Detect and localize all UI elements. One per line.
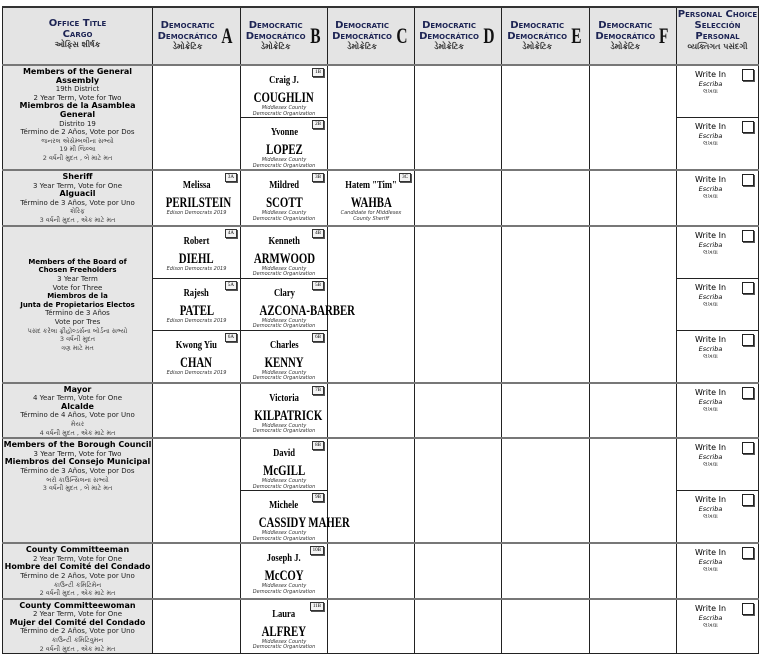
race-row-borough-council <box>3 438 759 491</box>
party-name-es: Democrático <box>157 31 218 42</box>
write-in-checkbox[interactable] <box>742 282 754 294</box>
party-name-gu: ડેમોક્રેટિક <box>522 42 553 51</box>
candidate-organization: Candidate for Middlesex County Sheriff <box>340 210 402 222</box>
office-line: 19th District <box>55 85 100 94</box>
write-in-cell[interactable] <box>677 226 759 279</box>
header-office-line: ઓફિસ શીર્ષક <box>54 40 101 49</box>
office-title-general-assembly <box>3 65 153 170</box>
write-in-label-gu: લખવા <box>703 513 718 521</box>
empty-cell <box>590 65 677 170</box>
candidate-last-name: DIEHL <box>179 250 214 267</box>
write-in-checkbox[interactable] <box>742 494 754 506</box>
candidate-first-name: Michele <box>269 499 299 512</box>
party-name-es: Democrático <box>595 31 656 42</box>
column-letter: C <box>396 23 408 48</box>
candidate-organization: Middlesex County Democratic Organization <box>252 638 316 651</box>
empty-cell <box>328 543 415 599</box>
candidate-cell[interactable] <box>241 383 328 439</box>
write-in-label-gu: લખવા <box>703 248 718 256</box>
office-line: Miembros de la Asamblea General <box>19 101 136 119</box>
candidate-last-name: LOPEZ <box>265 142 303 158</box>
candidate-organization: Middlesex County Democratic Organization <box>252 105 316 117</box>
write-in-label-es: Escriba <box>698 185 723 193</box>
candidate-cell[interactable] <box>241 118 328 171</box>
empty-cell <box>502 383 590 439</box>
party-name-gu: ડેમોક્રેટિક <box>347 42 377 51</box>
candidate-last-name: McCOY <box>264 568 304 585</box>
ballot-position-box[interactable]: 7B <box>312 386 324 395</box>
header-office-line: Cargo <box>62 29 93 40</box>
office-title-county-committeeman <box>3 543 153 599</box>
ballot-position-box[interactable]: 11B <box>310 602 324 611</box>
candidate-last-name-wrap <box>241 248 327 267</box>
candidate-cell[interactable] <box>241 438 328 491</box>
header-column-f <box>590 7 677 65</box>
write-in-cell[interactable] <box>677 65 759 118</box>
write-in-label-en: Write In <box>694 443 727 453</box>
write-in-label-en: Write In <box>694 603 727 613</box>
write-in-cell[interactable] <box>677 599 759 654</box>
candidate-first-name: Victoria <box>269 391 299 404</box>
ballot-position-box[interactable]: 10B <box>310 546 324 555</box>
write-in-label-es: Escriba <box>698 453 723 462</box>
write-in-label-es: Escriba <box>698 397 723 406</box>
header-column-labels <box>246 20 306 52</box>
office-line: Término de 2 Años, Vote por Uno <box>20 627 135 636</box>
candidate-last-name-wrap <box>241 139 327 158</box>
write-in-label-en: Write In <box>694 70 727 79</box>
empty-cell <box>502 438 590 543</box>
write-in-label-en: Write In <box>694 175 727 184</box>
candidate-cell[interactable] <box>241 599 328 654</box>
office-line: 2 Year Term, Vote for One <box>32 610 123 619</box>
candidate-organization: Middlesex County Democratic Organization <box>252 478 316 490</box>
write-in-label-gu: લખવા <box>703 352 718 360</box>
empty-cell <box>153 65 241 170</box>
candidate-last-name: SCOTT <box>265 195 303 211</box>
write-in-cell[interactable] <box>677 383 759 439</box>
race-row-county-committeewoman <box>3 599 759 654</box>
office-line: Término de 4 Años, Vote por Uno <box>20 411 135 420</box>
party-name-en: Democratic <box>160 20 215 31</box>
office-line: Miembros del Consejo Municipal <box>4 457 151 467</box>
header-office-labels <box>3 8 152 50</box>
header-column-e <box>502 7 590 65</box>
office-line: 2 વર્ષની મુદત , એક માટે મત <box>39 589 116 598</box>
office-line: 3 વર્ષની મુદત , બે માટે મત <box>42 484 113 493</box>
candidate-last-name-wrap <box>328 192 414 211</box>
empty-cell <box>502 226 590 383</box>
candidate-first-name: Joseph J. <box>267 552 301 565</box>
write-in-label-en: Write In <box>694 495 727 505</box>
office-line: Término de 2 Años, Vote por Dos <box>20 128 135 137</box>
column-letter: D <box>483 23 495 48</box>
party-name-es: Democrático <box>245 31 306 42</box>
empty-cell <box>415 438 502 543</box>
candidate-first-name: Kenneth <box>268 234 300 247</box>
office-line: Members of the Board of <box>28 257 127 266</box>
write-in-cell[interactable] <box>677 330 759 383</box>
candidate-cell[interactable] <box>153 170 241 226</box>
write-in-checkbox[interactable] <box>742 547 754 559</box>
office-line: Término de 3 Años <box>45 309 110 318</box>
write-in-checkbox[interactable] <box>742 174 754 186</box>
race-row-sheriff <box>3 170 759 226</box>
office-line: 3 Year Term, Vote for One <box>32 181 123 190</box>
office-line: Alcalde <box>61 401 94 411</box>
office-line: Members of the Borough Council <box>3 440 152 450</box>
ballot-position-box[interactable]: 4B <box>312 229 324 238</box>
candidate-first-name: Hatem "Tim" <box>345 179 397 191</box>
write-in-label-es: Escriba <box>698 505 723 514</box>
empty-cell <box>153 599 241 654</box>
write-in-label-gu: લખવા <box>703 461 718 469</box>
candidate-first-name: Melissa <box>182 179 211 191</box>
header-personal-line: વ્યક્તિગત પસંદગી <box>687 42 748 51</box>
write-in-label-gu: લખવા <box>703 88 718 95</box>
office-line: Hombre del Comité del Condado <box>4 562 151 572</box>
candidate-organization: Edison Democrats 2019 <box>166 265 227 272</box>
candidate-last-name: ARMWOOD <box>253 250 315 267</box>
office-line: Mayor <box>63 384 92 394</box>
office-line: Junta de Propietarios Electos <box>20 300 135 309</box>
candidate-first-name: David <box>273 447 295 460</box>
candidate-last-name: KENNY <box>264 354 304 371</box>
candidate-first-name: Charles <box>269 338 299 351</box>
candidate-last-name: CASSIDY MAHER <box>258 515 350 532</box>
empty-cell <box>415 65 502 170</box>
office-line: Término de 3 Años, Vote por Dos <box>20 466 135 475</box>
candidate-organization: Middlesex County Democratic Organization <box>252 317 316 330</box>
office-line: Vote por Tres <box>54 317 101 326</box>
candidate-last-name: WAHBA <box>350 195 392 211</box>
candidate-last-name: KILPATRICK <box>254 407 323 424</box>
header-column-labels <box>595 20 655 52</box>
write-in-label-en: Write In <box>694 122 727 131</box>
office-line: Distrito 19 <box>59 119 96 128</box>
empty-cell <box>590 226 677 383</box>
candidate-last-name: PERILSTEIN <box>165 195 232 211</box>
empty-cell <box>502 65 590 170</box>
ballot-position-box[interactable]: 6B <box>312 333 324 342</box>
party-name-en: Democratic <box>422 20 476 31</box>
candidate-last-name-wrap <box>241 300 355 319</box>
candidate-cell[interactable] <box>241 278 355 330</box>
ballot-position-box[interactable]: 8B <box>312 441 324 450</box>
office-line: 3 વર્ષની મુદત <box>59 335 96 344</box>
party-name-en: Democratic <box>335 20 389 31</box>
header-personal-line: Personal Choice <box>677 9 758 20</box>
candidate-last-name-wrap <box>241 87 327 106</box>
candidate-last-name-wrap <box>241 405 327 424</box>
office-title-sheriff <box>3 170 153 226</box>
candidate-first-name: Rajesh <box>183 286 210 299</box>
header-column-labels <box>158 20 218 52</box>
write-in-cell[interactable] <box>677 491 759 544</box>
empty-cell <box>590 383 677 439</box>
party-name-gu: ડેમોક્રેટિક <box>434 42 464 51</box>
office-line: 2 Year Term, Vote for One <box>32 554 123 563</box>
office-line: કાઉન્ટી કમિટિમેન <box>53 580 102 589</box>
candidate-organization: Middlesex County Democratic Organization <box>252 422 316 435</box>
office-line: 4 વર્ષની મુદત , એક માટે મત <box>39 428 116 437</box>
ballot-table <box>2 6 759 654</box>
candidate-organization: Middlesex County Democratic Organization <box>252 157 316 169</box>
write-in-label-en: Write In <box>694 334 727 344</box>
office-line: Chosen Freeholders <box>38 266 117 275</box>
office-line: બરો કાઉન્સિલના સભ્યો <box>46 475 109 484</box>
candidate-first-name: Yvonne <box>270 126 298 138</box>
header-column-content <box>590 8 676 64</box>
candidate-first-name: Craig J. <box>269 74 299 86</box>
write-in-label-gu: લખવા <box>703 300 718 308</box>
candidate-last-name: McGILL <box>262 463 306 480</box>
office-line: 4 Year Term, Vote for One <box>32 394 123 403</box>
office-line: Término de 3 Años, Vote por Uno <box>20 198 135 207</box>
candidate-last-name-wrap <box>241 460 327 479</box>
write-in-checkbox[interactable] <box>742 442 754 454</box>
candidate-last-name: AZCONA-BARBER <box>259 302 355 319</box>
empty-cell <box>415 383 502 439</box>
candidate-first-name: Laura <box>272 607 296 620</box>
candidate-last-name-wrap <box>153 248 240 267</box>
write-in-checkbox[interactable] <box>742 121 754 133</box>
empty-cell <box>502 599 590 654</box>
header-column-content <box>153 8 240 64</box>
candidate-organization: Middlesex County Democratic Organization <box>252 530 316 542</box>
header-column-b <box>241 7 328 65</box>
write-in-label-en: Write In <box>694 282 727 292</box>
empty-cell <box>502 170 590 226</box>
empty-cell <box>153 543 241 599</box>
candidate-organization: Middlesex County Democratic Organization <box>252 583 316 595</box>
office-line: કાઉન્ટી કમિટિવુમન <box>51 636 104 645</box>
write-in-label-es: Escriba <box>698 613 723 622</box>
write-in-label-es: Escriba <box>698 292 723 301</box>
office-line: Mujer del Comité del Condado <box>9 617 146 627</box>
office-title-mayor <box>3 383 153 439</box>
office-line: 2 Year Term, Vote for Two <box>33 93 122 102</box>
write-in-checkbox[interactable] <box>742 230 754 242</box>
party-name-es: Democrático <box>332 31 392 42</box>
office-line: ત્રણ માટે મત <box>61 343 94 352</box>
office-line: Members of the General Assembly <box>22 67 133 85</box>
column-letter: E <box>571 23 582 48</box>
candidate-last-name-wrap <box>153 192 240 211</box>
empty-cell <box>415 226 502 383</box>
write-in-cell[interactable] <box>677 543 759 599</box>
candidate-organization: Edison Democrats 2019 <box>166 369 227 376</box>
office-line: 2 વર્ષની મુદત , એક માટે મત <box>39 644 116 653</box>
ballot-position-box[interactable]: 5B <box>312 281 324 290</box>
ballot-position-box[interactable]: 3B <box>312 173 324 182</box>
empty-cell <box>153 438 241 543</box>
write-in-label-gu: લખવા <box>703 566 718 574</box>
empty-cell <box>328 599 415 654</box>
office-line: શેરિફ <box>70 207 85 216</box>
race-row-freeholders <box>3 226 759 279</box>
column-letter: A <box>221 23 233 48</box>
header-row <box>3 7 759 65</box>
party-name-es: Democrático <box>419 31 479 42</box>
candidate-first-name: Robert <box>183 234 210 247</box>
candidate-last-name: PATEL <box>179 302 214 319</box>
candidate-organization: Middlesex County Democratic Organization <box>252 210 316 222</box>
candidate-cell[interactable] <box>328 170 415 226</box>
candidate-last-name-wrap <box>241 621 327 640</box>
candidate-cell[interactable] <box>241 543 328 599</box>
write-in-cell[interactable] <box>677 438 759 491</box>
empty-cell <box>328 383 415 439</box>
write-in-label-es: Escriba <box>698 80 723 88</box>
write-in-cell[interactable] <box>677 170 759 226</box>
party-name-gu: ડેમોક્રેટિક <box>610 42 641 51</box>
candidate-cell[interactable] <box>153 278 241 330</box>
office-line: County Committeeman <box>25 545 130 555</box>
write-in-label-es: Escriba <box>698 132 723 140</box>
candidate-first-name: Mildred <box>269 179 299 191</box>
write-in-label-en: Write In <box>694 230 727 240</box>
empty-cell <box>328 65 415 170</box>
candidate-last-name-wrap <box>241 352 327 371</box>
office-line: County Committeewoman <box>19 600 136 610</box>
write-in-label-es: Escriba <box>698 558 723 567</box>
office-title-freeholders <box>3 226 153 383</box>
write-in-label-en: Write In <box>694 548 727 558</box>
office-line: 3 Year Term <box>57 274 98 283</box>
ballot-position-box[interactable]: 9B <box>312 493 324 502</box>
office-title-borough-council <box>3 438 153 543</box>
ballot-position-box[interactable]: 3C <box>399 173 411 182</box>
header-column-content <box>241 8 327 64</box>
write-in-label-es: Escriba <box>698 344 723 353</box>
candidate-first-name: Clary <box>273 286 295 299</box>
candidate-organization: Edison Democrats 2019 <box>166 317 227 324</box>
candidate-last-name-wrap <box>241 512 350 532</box>
write-in-label-gu: લખવા <box>703 193 718 200</box>
empty-cell <box>415 170 502 226</box>
empty-cell <box>415 599 502 654</box>
header-column-labels <box>332 20 392 52</box>
header-column-c <box>328 7 415 65</box>
office-line: 2 વર્ષની મુદત , બે માટે મત <box>42 153 113 162</box>
party-name-gu: ડેમોક્રેટિક <box>172 42 203 51</box>
candidate-last-name-wrap <box>241 192 327 211</box>
office-line: Miembros de la <box>47 292 108 301</box>
candidate-cell[interactable] <box>153 330 241 383</box>
candidate-last-name-wrap <box>153 352 240 371</box>
office-line: Alguacil <box>59 189 96 199</box>
header-column-content <box>415 8 501 64</box>
column-letter: B <box>309 23 321 48</box>
empty-cell <box>590 543 677 599</box>
race-row-mayor <box>3 383 759 439</box>
candidate-organization: Middlesex County Democratic Organization <box>252 369 316 382</box>
office-line: 3 Year Term, Vote for Two <box>33 449 122 458</box>
office-line: પસંદ કરેલા ફ્રીહોલ્ડર્સના બોર્ડના સભ્યો <box>27 326 128 335</box>
office-line: મેયર <box>70 419 85 428</box>
candidate-last-name: ALFREY <box>261 623 307 640</box>
header-column-content <box>502 8 589 64</box>
header-column-labels <box>507 20 567 52</box>
candidate-cell[interactable] <box>241 330 328 383</box>
ballot-position-box[interactable]: 2B <box>312 120 324 129</box>
candidate-cell[interactable] <box>241 65 328 118</box>
header-column-labels <box>419 20 479 52</box>
ballot-position-box[interactable]: 1B <box>312 68 324 77</box>
candidate-last-name: COUGHLIN <box>253 90 315 106</box>
header-personal-choice <box>677 7 759 65</box>
write-in-label-en: Write In <box>694 387 727 397</box>
party-name-en: Democratic <box>248 20 303 31</box>
party-name-gu: ડેમોક્રેટિક <box>260 42 291 51</box>
party-name-en: Democratic <box>510 20 565 31</box>
write-in-label-gu: લખવા <box>703 621 718 629</box>
candidate-cell[interactable] <box>153 226 241 279</box>
candidate-first-name: Kwong Yiu <box>175 338 218 351</box>
ballot-position-box[interactable]: 4A <box>225 229 237 238</box>
empty-cell <box>502 543 590 599</box>
office-line: Término de 2 Años, Vote por Uno <box>20 571 135 580</box>
empty-cell <box>590 438 677 543</box>
header-personal-line: Personal <box>695 31 740 42</box>
write-in-checkbox[interactable] <box>742 69 754 81</box>
party-name-en: Democratic <box>598 20 653 31</box>
ballot-position-box[interactable]: 3A <box>225 173 237 182</box>
write-in-label-gu: લખવા <box>703 405 718 413</box>
office-line: 3 વર્ષની મુદત , એક માટે મત <box>39 215 116 224</box>
empty-cell <box>590 170 677 226</box>
office-line: Sheriff <box>62 172 93 181</box>
empty-cell <box>415 543 502 599</box>
office-title-county-committeewoman <box>3 599 153 654</box>
candidate-organization: Edison Democrats 2019 <box>166 210 227 216</box>
candidate-cell[interactable] <box>241 170 328 226</box>
office-line: જનરલ એસેમ્બલીના સભ્યો <box>41 136 114 145</box>
race-row-general-assembly <box>3 65 759 118</box>
write-in-checkbox[interactable] <box>742 387 754 399</box>
party-name-es: Democrático <box>507 31 568 42</box>
write-in-checkbox[interactable] <box>742 603 754 615</box>
header-office-line: Office Title <box>48 18 107 29</box>
ballot-position-box[interactable]: 6A <box>225 333 237 342</box>
header-column-content <box>328 8 414 64</box>
office-line: 19 મી જિલ્લા <box>59 145 96 154</box>
write-in-label-gu: લખવા <box>703 140 718 147</box>
ballot-position-box[interactable]: 5A <box>225 281 237 290</box>
empty-cell <box>153 383 241 439</box>
header-column-d <box>415 7 502 65</box>
write-in-checkbox[interactable] <box>742 334 754 346</box>
candidate-last-name-wrap <box>153 300 240 319</box>
header-office-title <box>3 7 153 65</box>
candidate-cell[interactable] <box>241 491 350 544</box>
write-in-cell[interactable] <box>677 278 759 330</box>
header-personal-line: Selección <box>694 20 741 31</box>
empty-cell <box>590 599 677 654</box>
column-letter: F <box>659 23 669 48</box>
write-in-label-es: Escriba <box>698 240 723 249</box>
candidate-organization: Middlesex County Democratic Organization <box>252 265 316 278</box>
office-line: Vote for Three <box>52 283 103 292</box>
race-row-county-committeeman <box>3 543 759 599</box>
candidate-last-name: CHAN <box>180 354 213 371</box>
header-personal-labels <box>677 8 758 52</box>
write-in-cell[interactable] <box>677 118 759 171</box>
candidate-cell[interactable] <box>241 226 328 279</box>
header-column-a <box>153 7 241 65</box>
